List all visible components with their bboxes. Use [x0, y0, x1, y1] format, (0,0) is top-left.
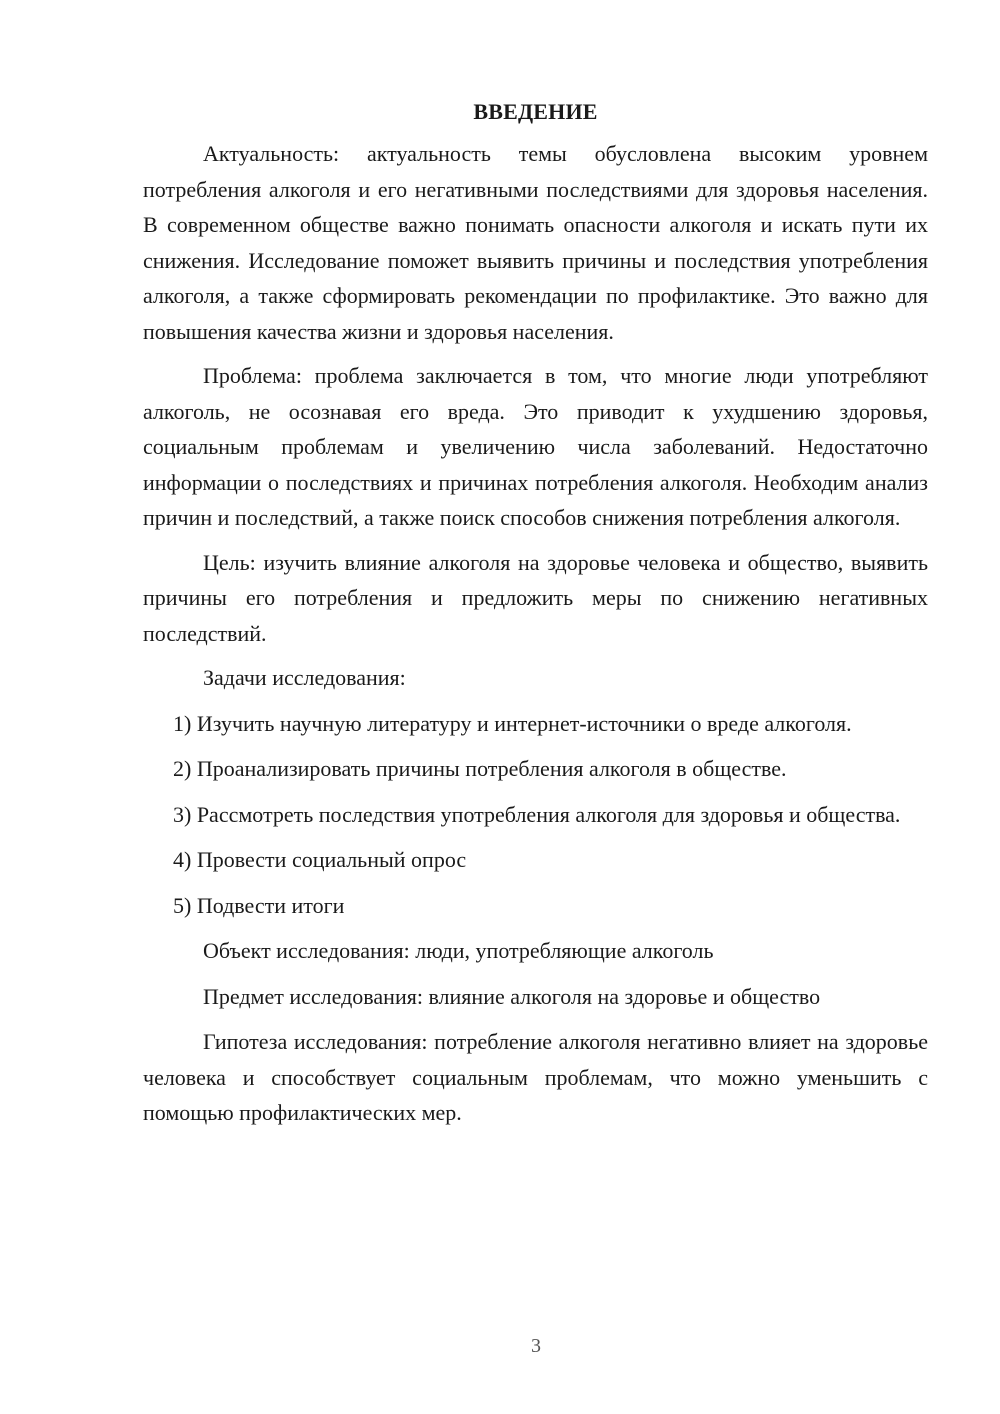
- problem-paragraph: Проблема: проблема заключается в том, что многие люди употребляют алкоголь, не осознавая его вреда. Это приводит к ухудшению здоровья, социальным проблемам и увеличению числа заболеваний. Недостаточно информации о последствиях и причинах потребления алкоголя. Необходим анализ причин и последствий, а также поиск способов снижения потребления алкоголя.: [143, 363, 928, 530]
- research-subject: Предмет исследования: влияние алкоголя на здоровье и общество: [203, 983, 821, 1009]
- tasks-heading: Задачи исследования:: [203, 665, 406, 690]
- task-item-2: 2) Проанализировать причины потребления алкоголя в обществе.: [173, 756, 787, 781]
- section-title: ВВЕДЕНИЕ: [473, 99, 598, 124]
- goal-paragraph: Цель: изучить влияние алкоголя на здоровье человека и общество, выявить причины его потребления и предложить меры по снижению негативных последствий.: [143, 549, 928, 646]
- hypothesis-paragraph: Гипотеза исследования: потребление алкоголя негативно влияет на здоровье человека и способствует социальным проблемам, что можно уменьшить с помощью профилактических мер.: [143, 1029, 928, 1125]
- task-item-3: 3) Рассмотреть последствия употребления алкоголя для здоровья и общества.: [173, 801, 901, 827]
- task-item-1: 1) Изучить научную литературу и интернет-источники о вреде алкоголя.: [173, 710, 852, 736]
- task-item-5: 5) Подвести итоги: [173, 892, 345, 918]
- task-item-4: 4) Провести социальный опрос: [173, 847, 467, 872]
- research-object: Объект исследования: люди, употребляющие алкоголь: [203, 938, 714, 963]
- page-content: [143, 98, 928, 1140]
- relevance-paragraph: Актуальность: актуальность темы обусловлена высоким уровнем потребления алкоголя и его негативными последствиями для здоровья населения. В современном обществе важно понимать опасности алкоголя и искать пути их снижения. Исследование поможет выявить причины и последствия употребления алкоголя, а также сформировать рекомендации по профилактике. Это важно для повышения качества жизни и здоровья населения.: [143, 141, 928, 344]
- page-number: 3: [531, 1335, 541, 1357]
